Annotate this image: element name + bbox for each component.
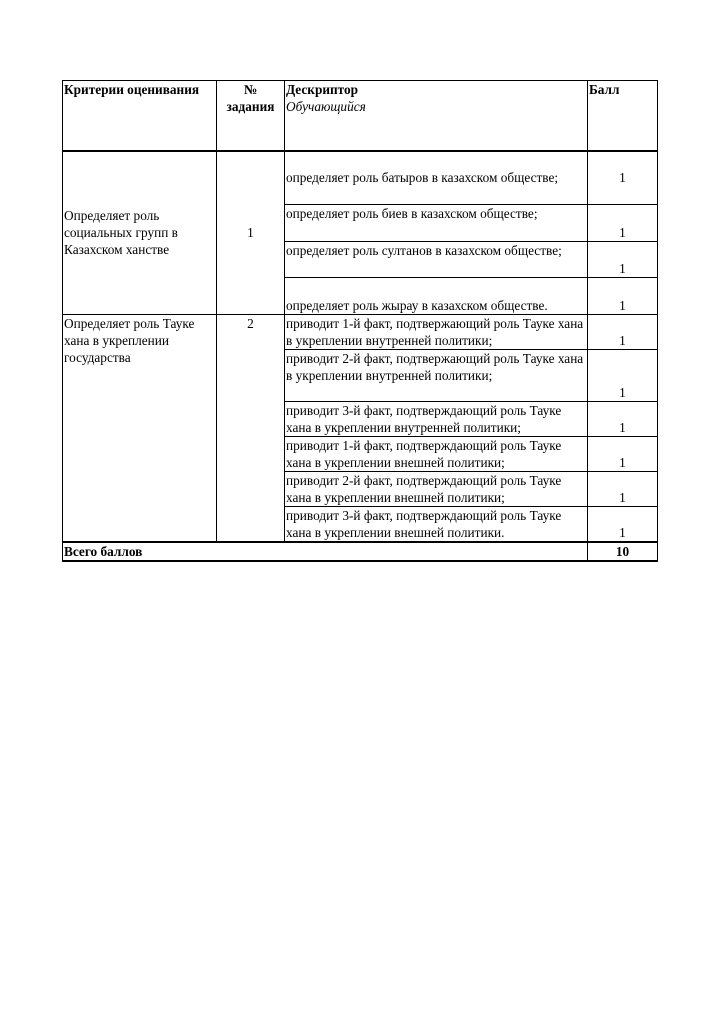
score-cell: 1 bbox=[588, 278, 658, 315]
score-cell: 1 bbox=[588, 507, 658, 543]
descriptor-cell: приводит 1-й факт, подтвержающий роль Тауке хана в укреплении внутренней политики; bbox=[285, 315, 588, 350]
descriptor-cell: приводит 3-й факт, подтверждающий роль Тауке хана в укреплении внутренней политики; bbox=[285, 402, 588, 437]
header-descriptor-subtitle: Обучающийся bbox=[286, 99, 366, 114]
descriptor-cell: приводит 2-й факт, подтверждающий роль Тауке хана в укреплении внешней политики; bbox=[285, 472, 588, 507]
score-cell: 1 bbox=[588, 205, 658, 242]
header-task-number bbox=[217, 81, 285, 151]
header-task-line1: № bbox=[243, 82, 258, 97]
score-cell: 1 bbox=[588, 151, 658, 205]
total-label: Всего баллов bbox=[63, 542, 588, 561]
score-cell: 1 bbox=[588, 315, 658, 350]
criterion-cell: Определяет роль Тауке хана в укреплении государства bbox=[63, 315, 217, 543]
descriptor-cell: приводит 3-й факт, подтверждающий роль Тауке хана в укреплении внешней политики. bbox=[285, 507, 588, 543]
descriptor-cell: определяет роль жырау в казахском обществе. bbox=[285, 278, 588, 315]
descriptor-cell: определяет роль батыров в казахском обществе; bbox=[285, 151, 588, 205]
total-score: 10 bbox=[588, 542, 658, 561]
score-cell: 1 bbox=[588, 437, 658, 472]
score-cell: 1 bbox=[588, 472, 658, 507]
descriptor-cell: приводит 2-й факт, подтвержающий роль Тауке хана в укреплении внутренней политики; bbox=[285, 350, 588, 402]
table-row bbox=[63, 151, 658, 205]
score-cell: 1 bbox=[588, 402, 658, 437]
assessment-rubric-table bbox=[62, 80, 658, 562]
header-descriptor-title: Дескриптор bbox=[286, 82, 359, 97]
total-row bbox=[63, 542, 658, 561]
score-cell: 1 bbox=[588, 242, 658, 278]
task-number-cell: 1 bbox=[217, 151, 285, 315]
criterion-cell: Определяет роль социальных групп в Казахском ханстве bbox=[63, 151, 217, 315]
descriptor-cell: определяет роль биев в казахском обществе; bbox=[285, 205, 588, 242]
score-cell: 1 bbox=[588, 350, 658, 402]
header-task-line2: задания bbox=[226, 99, 275, 114]
header-descriptor bbox=[285, 81, 588, 151]
task-number-cell: 2 bbox=[217, 315, 285, 543]
header-criteria: Критерии оценивания bbox=[63, 81, 217, 151]
descriptor-cell: приводит 1-й факт, подтверждающий роль Тауке хана в укреплении внешней политики; bbox=[285, 437, 588, 472]
header-row bbox=[63, 81, 658, 151]
descriptor-cell: определяет роль султанов в казахском обществе; bbox=[285, 242, 588, 278]
header-score: Балл bbox=[588, 81, 658, 151]
table-row bbox=[63, 315, 658, 350]
